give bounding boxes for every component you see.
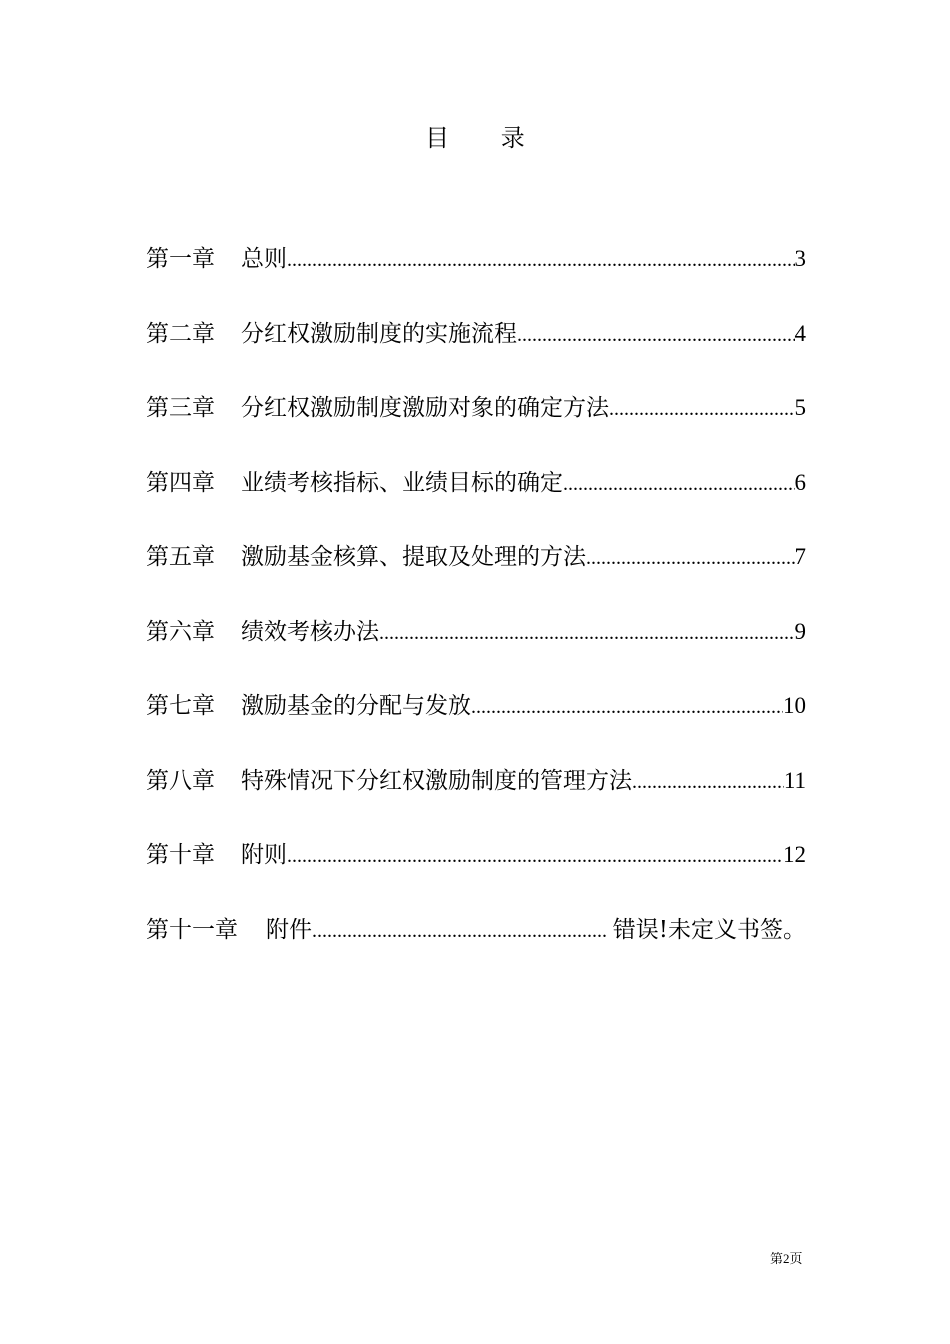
toc-chapter-number: 第二章: [146, 320, 215, 347]
toc-chapter-number: 第十章: [146, 842, 215, 868]
toc-chapter-title: 附件: [266, 916, 312, 943]
toc-dot-leader: [287, 249, 795, 272]
toc-entry[interactable]: [146, 836, 806, 911]
toc-entry[interactable]: [146, 538, 806, 613]
toc-chapter-title: 附则: [241, 842, 287, 868]
toc-entry[interactable]: [146, 315, 806, 390]
toc-dot-leader: [609, 398, 795, 421]
toc-dot-leader: [471, 696, 783, 719]
toc-page-number: 10: [783, 693, 806, 718]
toc-chapter-number: 第一章: [146, 246, 215, 272]
toc-dot-leader: [379, 622, 795, 645]
toc-chapter-title: 分红权激励制度的实施流程: [241, 320, 517, 347]
toc-chapter-title: 特殊情况下分红权激励制度的管理方法: [241, 767, 632, 794]
toc-entry[interactable]: [146, 911, 806, 986]
toc-chapter-title: 业绩考核指标、业绩目标的确定: [241, 469, 563, 496]
toc-entry[interactable]: [146, 687, 806, 762]
toc-page-number: 5: [794, 395, 806, 420]
toc-chapter-title: 总则: [241, 246, 287, 272]
toc-bookmark-error: 错误!未定义书签。: [612, 916, 806, 943]
toc-entry[interactable]: [146, 389, 806, 464]
toc-chapter-number: 第五章: [146, 544, 215, 570]
toc-chapter-number: 第六章: [146, 618, 215, 645]
toc-chapter-title: 绩效考核办法: [241, 618, 379, 645]
toc-page-number: 9: [794, 618, 806, 644]
toc-chapter-title: 激励基金核算、提取及处理的方法: [241, 544, 586, 570]
toc-entry[interactable]: [146, 240, 806, 315]
toc-entry[interactable]: [146, 613, 806, 688]
toc-dot-leader: [563, 473, 795, 496]
toc-chapter-number: 第七章: [146, 693, 215, 719]
toc-page-number: 6: [794, 469, 806, 495]
toc-chapter-title: 激励基金的分配与发放: [241, 693, 471, 719]
toc-dot-leader: [632, 771, 784, 794]
toc-entry[interactable]: [146, 762, 806, 837]
toc-page-number: 3: [794, 246, 806, 271]
toc-dot-leader: [312, 920, 607, 943]
toc-page-number: 12: [783, 842, 806, 867]
toc-dot-leader: [586, 547, 795, 570]
toc-chapter-number: 第四章: [146, 469, 215, 496]
toc-chapter-title: 分红权激励制度激励对象的确定方法: [241, 395, 609, 421]
toc-page-number: 11: [783, 767, 806, 793]
toc-page-number: 7: [794, 544, 806, 569]
page-footer-number: 第2页: [770, 1251, 803, 1266]
toc-chapter-number: 第三章: [146, 395, 215, 421]
toc-chapter-number: 第八章: [146, 767, 215, 794]
table-of-contents: [146, 240, 806, 985]
toc-title: 目 录: [425, 124, 547, 152]
toc-dot-leader: [287, 845, 783, 868]
toc-entry[interactable]: [146, 464, 806, 539]
toc-page-number: 4: [794, 320, 806, 346]
toc-dot-leader: [517, 324, 795, 347]
toc-chapter-number: 第十一章: [146, 916, 238, 943]
